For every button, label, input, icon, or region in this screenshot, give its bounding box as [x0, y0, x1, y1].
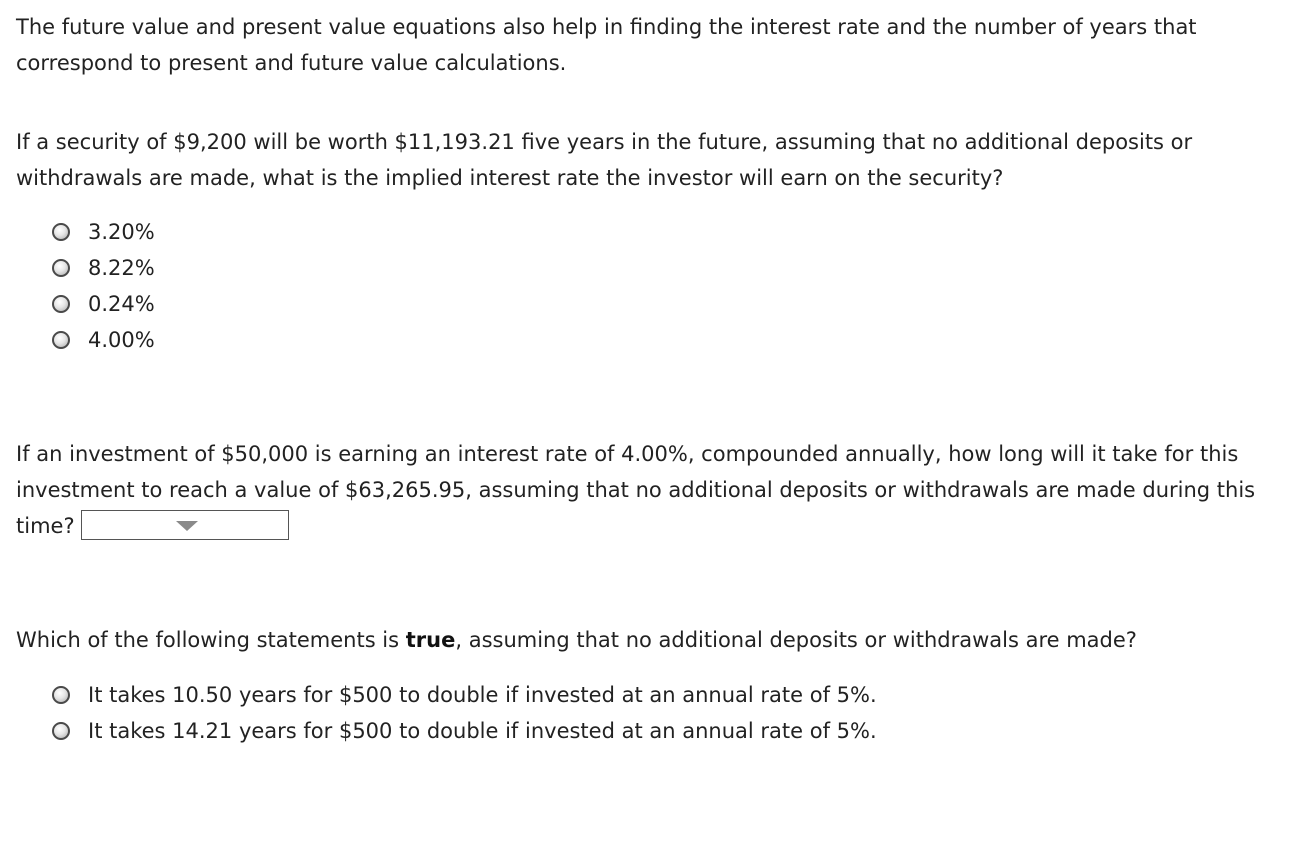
option-label: It takes 14.21 years for $500 to double if invested at an annual rate of 5%. — [88, 719, 877, 743]
question-3-option-1[interactable] — [52, 677, 877, 713]
radio-button[interactable] — [52, 295, 70, 313]
question-1-option-3[interactable] — [52, 286, 155, 322]
radio-button[interactable] — [52, 259, 70, 277]
question-3-options — [52, 677, 877, 749]
chevron-down-icon[interactable] — [176, 521, 198, 531]
radio-button[interactable] — [52, 722, 70, 740]
intro-text — [16, 9, 1197, 81]
question-2-line-3-text: time? — [16, 514, 75, 538]
question-3-emphasis: true — [405, 628, 456, 652]
years-dropdown[interactable] — [81, 510, 289, 540]
question-3-text — [16, 622, 1137, 658]
question-2-text — [16, 436, 1255, 544]
question-2-line-3 — [16, 508, 1255, 544]
question-1-text — [16, 124, 1192, 196]
intro-line-1: The future value and present value equations also help in finding the interest rate and the number of years that — [16, 15, 1197, 39]
question-3-option-2[interactable] — [52, 713, 877, 749]
option-label: 8.22% — [88, 256, 155, 280]
question-1-option-4[interactable] — [52, 322, 155, 358]
option-label: 4.00% — [88, 328, 155, 352]
question-3-line — [16, 622, 1137, 658]
option-label: It takes 10.50 years for $500 to double if invested at an annual rate of 5%. — [88, 683, 877, 707]
option-label: 3.20% — [88, 220, 155, 244]
question-3-suffix: , assuming that no additional deposits or withdrawals are made? — [455, 628, 1137, 652]
radio-button[interactable] — [52, 223, 70, 241]
question-2-line-1: If an investment of $50,000 is earning an interest rate of 4.00%, compounded annually, how long will it take for this — [16, 442, 1239, 466]
question-1-line-1: If a security of $9,200 will be worth $11,193.21 five years in the future, assuming that no additional deposits or — [16, 130, 1193, 154]
question-1-options — [52, 214, 155, 358]
question-1-option-2[interactable] — [52, 250, 155, 286]
radio-button[interactable] — [52, 686, 70, 704]
intro-line-2: correspond to present and future value calculations. — [16, 51, 567, 75]
question-1-line-2: withdrawals are made, what is the implied interest rate the investor will earn on the security? — [16, 166, 1004, 190]
option-label: 0.24% — [88, 292, 155, 316]
question-1-option-1[interactable] — [52, 214, 155, 250]
question-3-prefix: Which of the following statements is — [16, 628, 406, 652]
question-2-line-2: investment to reach a value of $63,265.95, assuming that no additional deposits or withdrawals are made during this — [16, 478, 1256, 502]
radio-button[interactable] — [52, 331, 70, 349]
